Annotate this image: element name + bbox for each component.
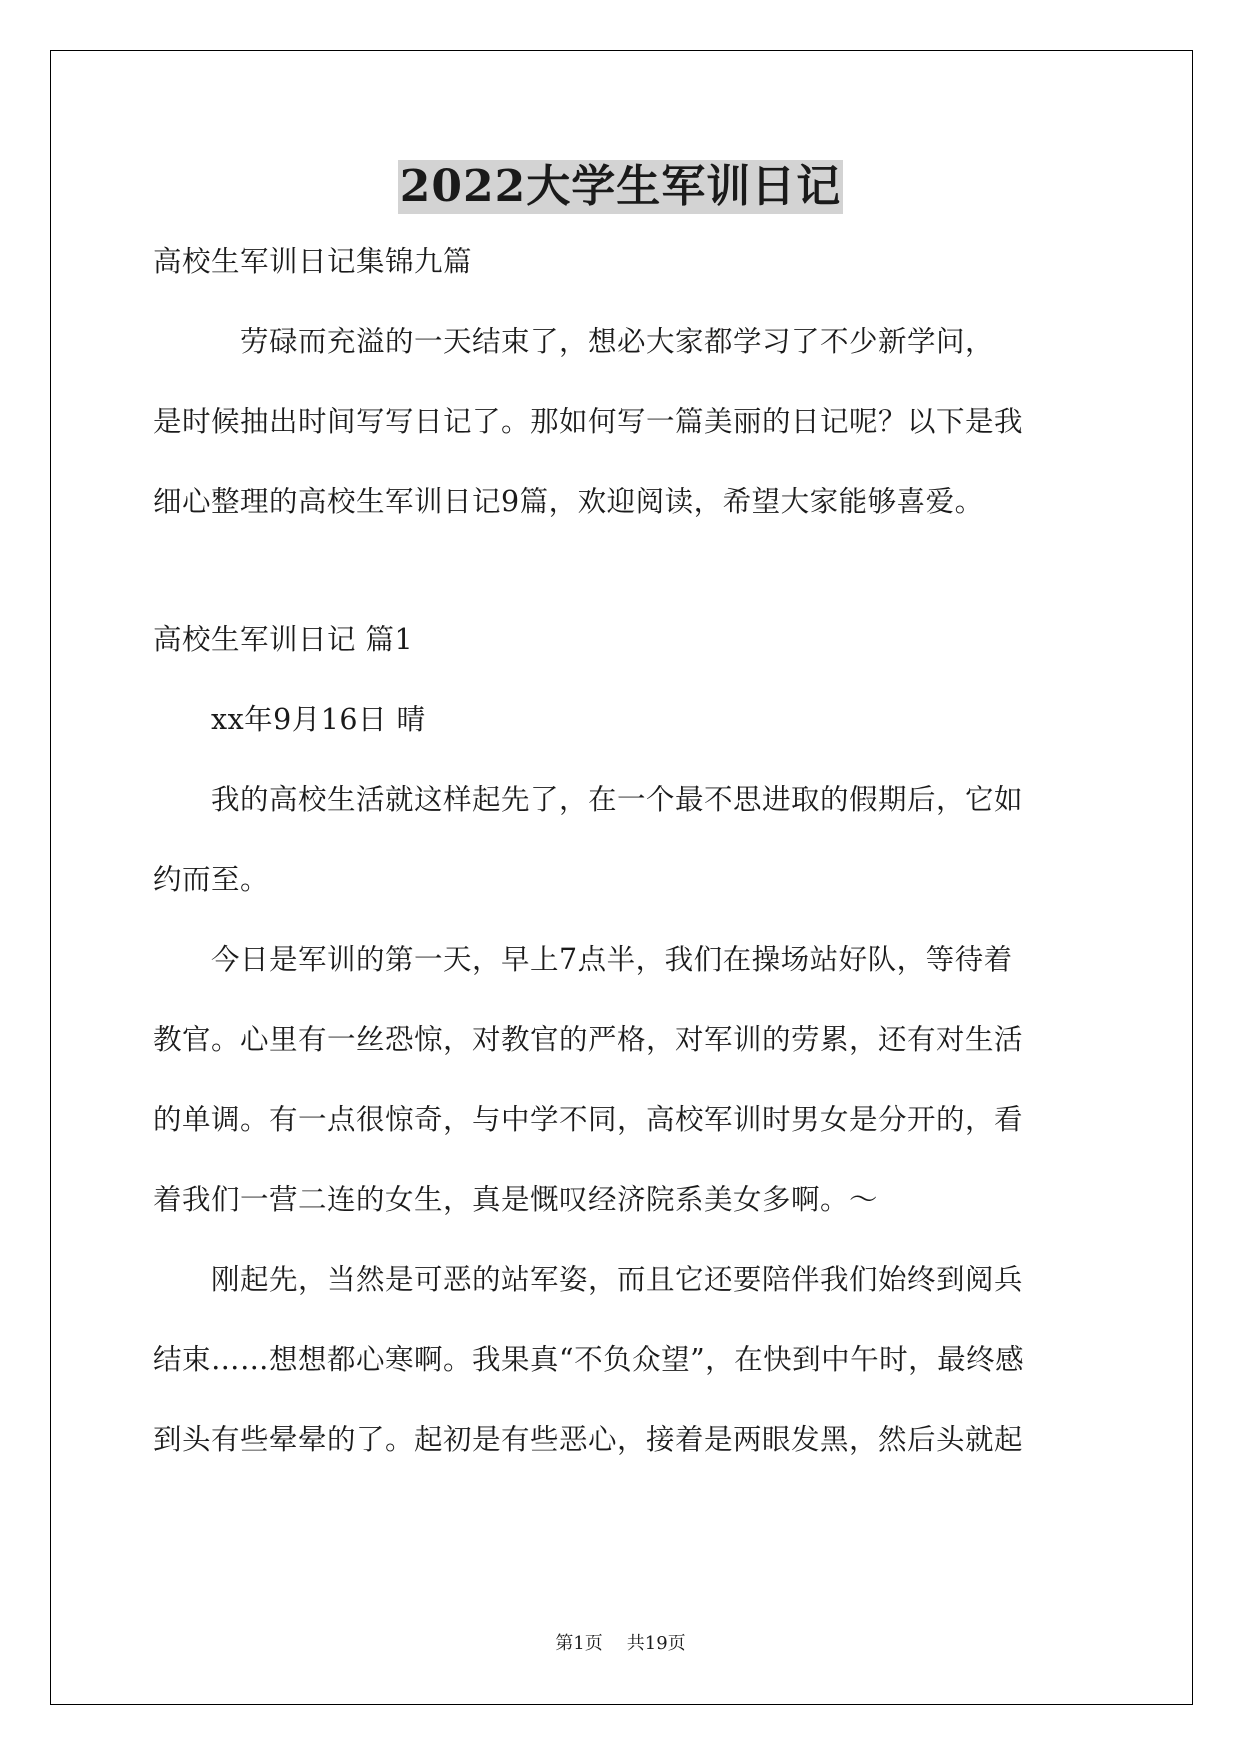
subtitle-line: 高校生军训日记集锦九篇 bbox=[153, 245, 473, 278]
paragraph-line: 我的高校生活就这样起先了，在一个最不思进取的假期后，它如 bbox=[153, 783, 1024, 816]
paragraph-line: 的单调。有一点很惊奇，与中学不同，高校军训时男女是分开的，看 bbox=[153, 1103, 1024, 1136]
diary-date-line: xx年9月16日 晴 bbox=[153, 703, 426, 736]
paragraph-line: 约而至。 bbox=[153, 863, 270, 896]
title-container bbox=[0, 160, 1241, 214]
intro-line-1: 劳碌而充溢的一天结束了，想必大家都学习了不少新学问， bbox=[153, 325, 995, 358]
page-total: 共19页 bbox=[626, 1633, 686, 1654]
paragraph-line: 教官。心里有一丝恐惊，对教官的严格，对军训的劳累，还有对生活 bbox=[153, 1023, 1024, 1056]
section-heading: 高校生军训日记 篇1 bbox=[153, 623, 414, 656]
document-title: 2022大学生军训日记 bbox=[399, 161, 842, 212]
paragraph-line: 着我们一营二连的女生，真是慨叹经济院系美女多啊。～ bbox=[153, 1183, 879, 1216]
paragraph-line: 刚起先，当然是可恶的站军姿，而且它还要陪伴我们始终到阅兵 bbox=[153, 1263, 1024, 1296]
page-number: 第1页 bbox=[555, 1633, 603, 1654]
paragraph-line: 到头有些晕晕的了。起初是有些恶心，接着是两眼发黑，然后头就起 bbox=[153, 1423, 1024, 1456]
page-footer bbox=[0, 1632, 1241, 1656]
paragraph-line: 结束……想想都心寒啊。我果真“不负众望”，在快到中午时，最终感 bbox=[153, 1343, 1025, 1376]
intro-line-3: 细心整理的高校生军训日记9篇，欢迎阅读，希望大家能够喜爱。 bbox=[153, 485, 984, 518]
intro-line-2: 是时候抽出时间写写日记了。那如何写一篇美丽的日记呢？以下是我 bbox=[153, 405, 1024, 438]
paragraph-line: 今日是军训的第一天，早上7点半，我们在操场站好队，等待着 bbox=[153, 943, 1013, 976]
